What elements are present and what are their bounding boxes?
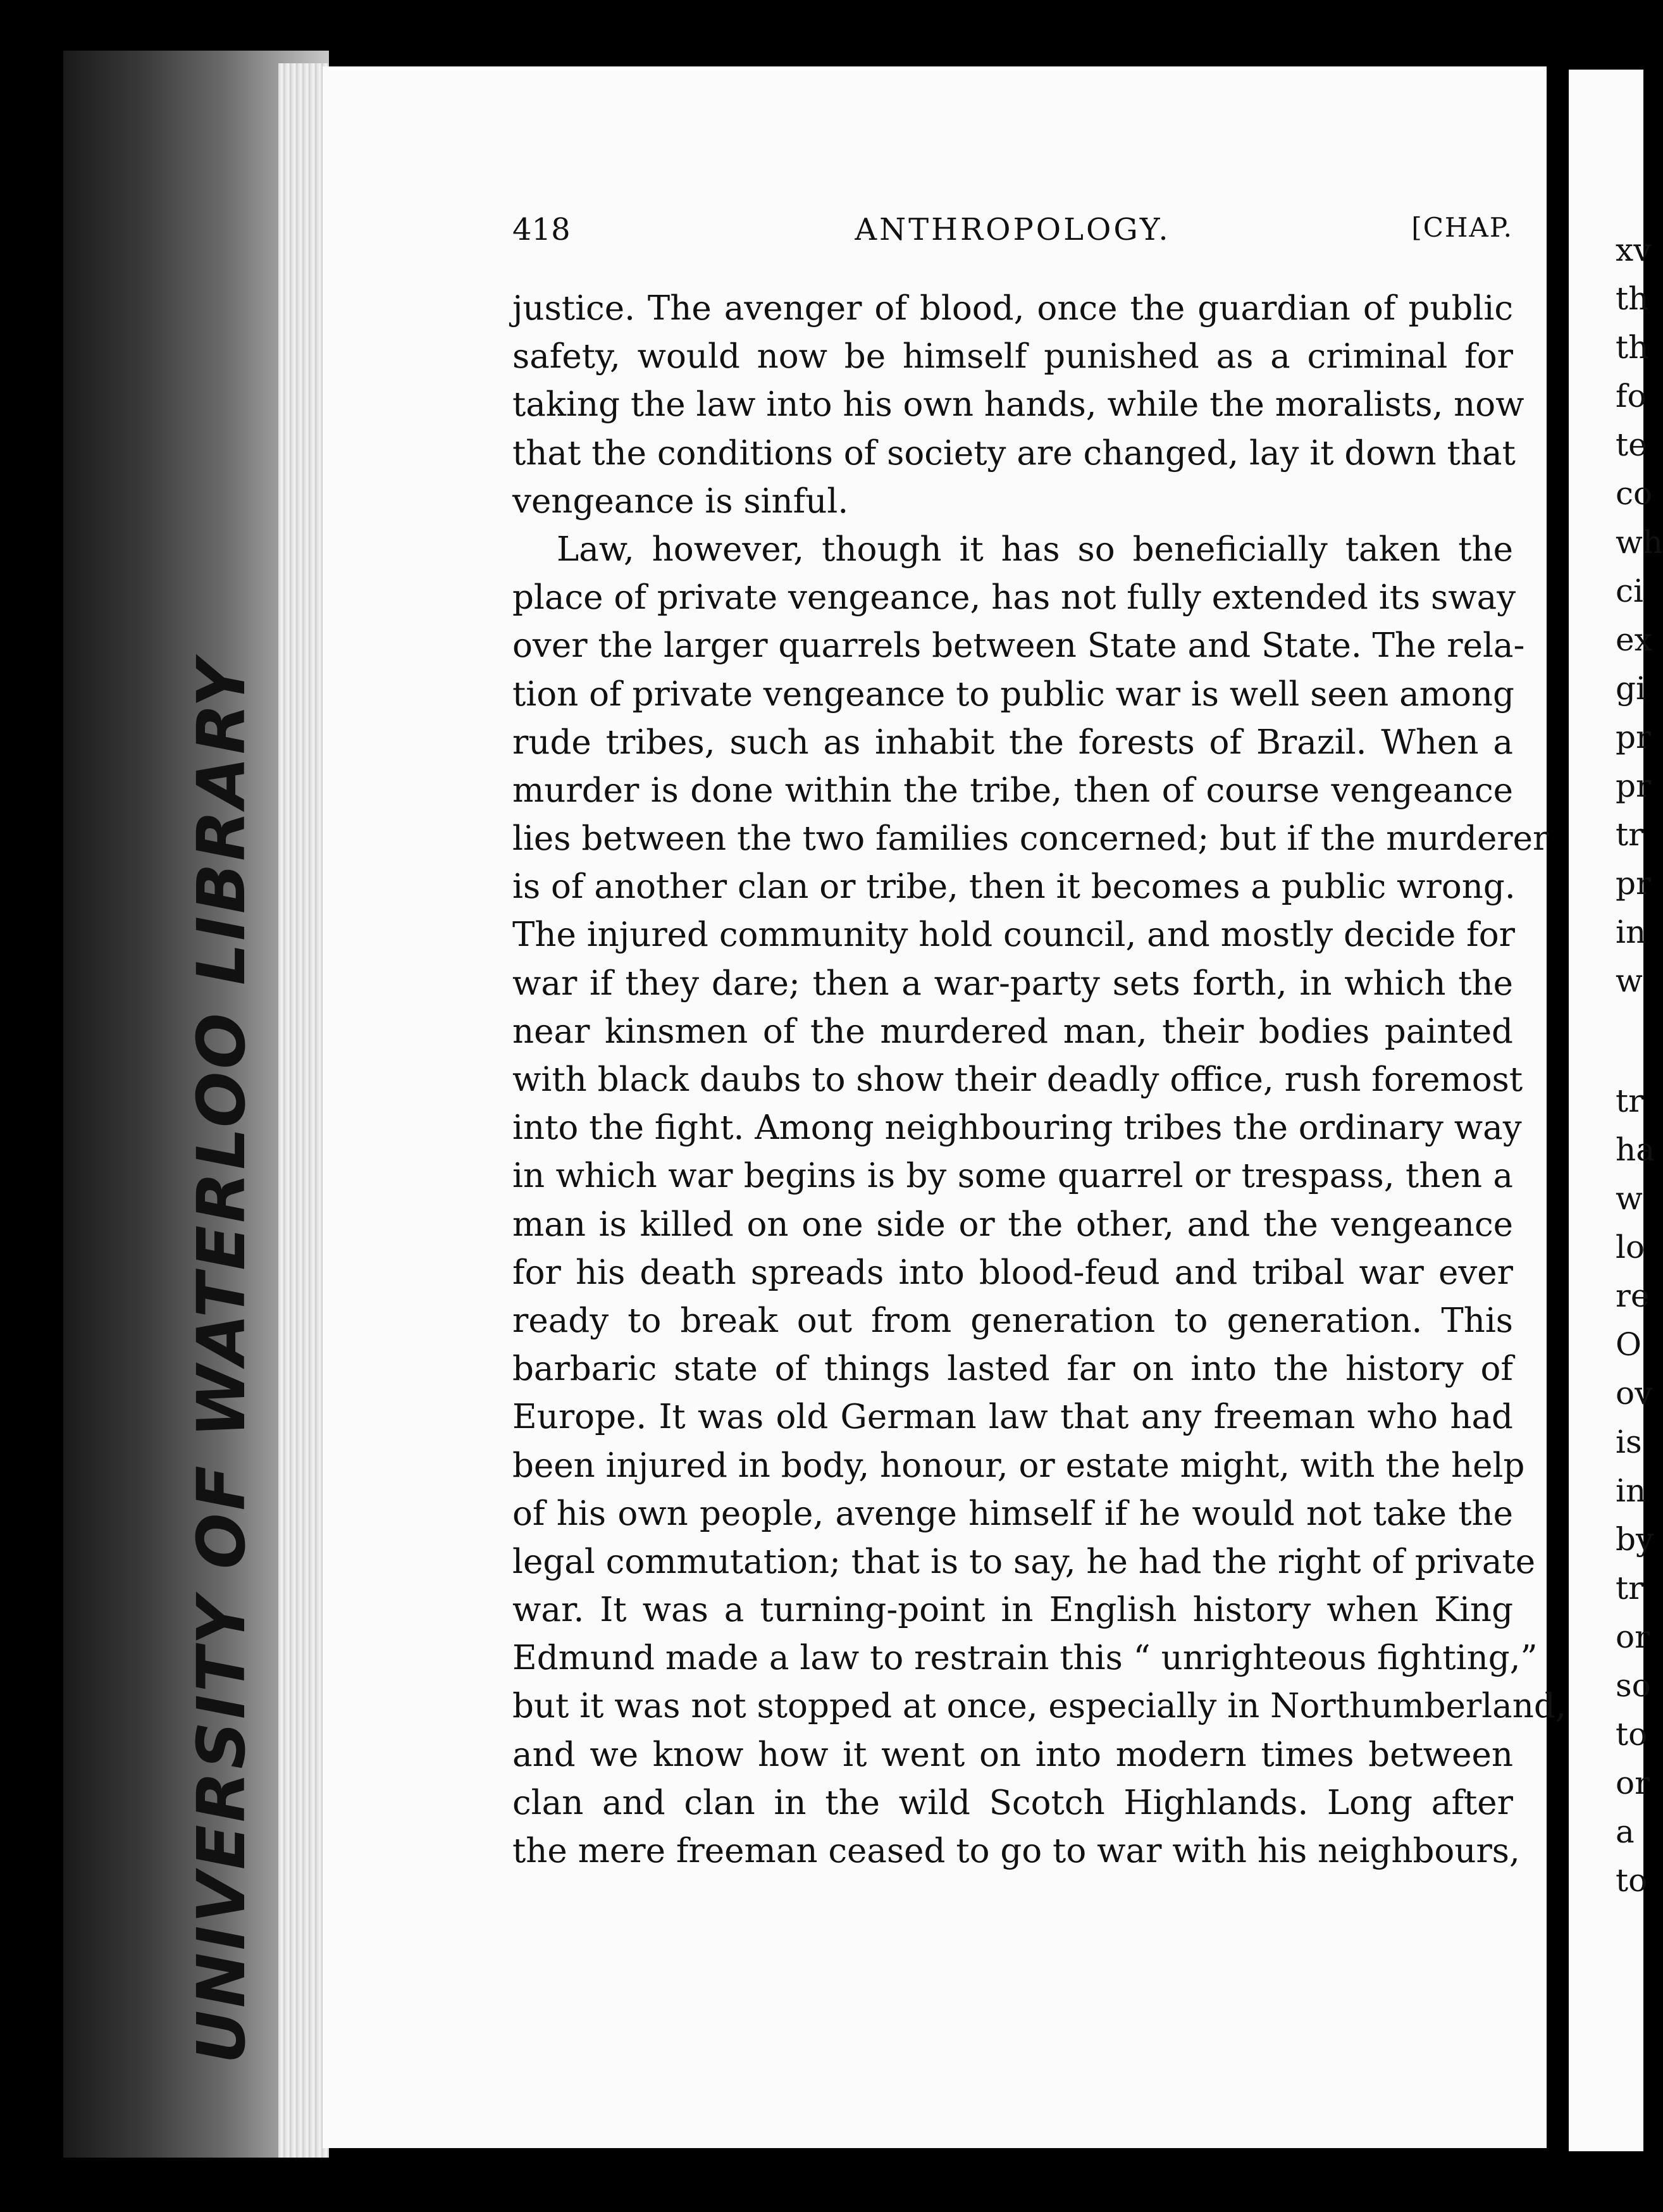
facing-page-fragment: O xyxy=(1616,1326,1641,1363)
facing-page-fragment: tr xyxy=(1616,1570,1643,1606)
text-line: and we know how it went on into modern times between xyxy=(512,1735,1513,1774)
text-line: The injured community hold council, and mostly decide for xyxy=(512,916,1515,955)
facing-page-fragment: to xyxy=(1616,1716,1648,1753)
facing-page-fragment: th xyxy=(1616,329,1649,366)
text-line: rude tribes, such as inhabit the forests of Brazil. When a xyxy=(512,723,1513,762)
spine-library-stamp: UNIVERSITY OF WATERLOO LIBRARY xyxy=(183,657,260,2064)
facing-page-fragment: is xyxy=(1616,1424,1642,1460)
text-line: Law, however, though it has so beneficially taken the xyxy=(557,530,1513,569)
facing-page-fragment: in xyxy=(1616,914,1647,950)
text-line: over the larger quarrels between State and State. The rela- xyxy=(512,626,1525,666)
facing-page-fragment: tr xyxy=(1616,816,1643,853)
facing-page-fragment: w xyxy=(1616,1180,1643,1217)
facing-page-fragment: th xyxy=(1616,280,1649,317)
text-line: is of another clan or tribe, then it becomes a public wrong. xyxy=(512,867,1516,907)
facing-page-fragment: w xyxy=(1616,962,1643,999)
facing-page-fragment: or xyxy=(1616,1765,1650,1801)
facing-page-fragment: ex xyxy=(1616,621,1652,658)
running-head xyxy=(512,212,1513,260)
text-line: place of private vengeance, has not fully extended its sway xyxy=(512,578,1516,618)
facing-page-fragment: xv xyxy=(1616,232,1652,268)
facing-page-fragment: or xyxy=(1616,1619,1650,1655)
text-line: of his own people, avenge himself if he would not take the xyxy=(512,1494,1513,1533)
chapter-mark: [CHAP. xyxy=(1411,212,1513,243)
facing-page-fragment: tr xyxy=(1616,1083,1643,1119)
text-line: man is killed on one side or the other, and the vengeance xyxy=(512,1205,1513,1244)
text-line: barbaric state of things lasted far on into the history of xyxy=(512,1350,1513,1389)
facing-page-fragment: ov xyxy=(1616,1375,1653,1412)
body-text xyxy=(512,285,1566,1875)
text-line: lies between the two families concerned; but if the murderer xyxy=(512,819,1549,859)
text-line: into the fight. Among neighbouring tribes the ordinary way xyxy=(512,1109,1522,1148)
facing-page-fragment: a xyxy=(1616,1813,1635,1850)
text-line: Edmund made a law to restrain this “ unrighteous fighting,” xyxy=(512,1639,1538,1678)
page-edges xyxy=(278,63,329,2158)
facing-page-fragment: re xyxy=(1616,1277,1650,1314)
facing-page-fragment: fo xyxy=(1616,378,1647,414)
facing-page-fragment: co xyxy=(1616,475,1653,512)
facing-page-fragment: by xyxy=(1616,1521,1654,1558)
text-line: taking the law into his own hands, while the moralists, now xyxy=(512,385,1524,425)
text-line: vengeance is sinful. xyxy=(512,482,849,521)
running-title: ANTHROPOLOGY. xyxy=(855,212,1171,247)
text-line: near kinsmen of the murdered man, their bodies painted xyxy=(512,1012,1513,1051)
text-line: safety, would now be himself punished as a criminal for xyxy=(512,337,1513,376)
facing-page-fragment: in xyxy=(1616,1472,1647,1509)
text-line: war. It was a turning-point in English history when King xyxy=(512,1591,1513,1630)
facing-page-fragment: ci xyxy=(1616,573,1643,609)
text-line: legal commutation; that is to say, he had the right of private xyxy=(512,1542,1536,1581)
facing-page-fragment: gi xyxy=(1616,670,1646,707)
facing-page-fragment: so xyxy=(1616,1667,1651,1704)
text-line: been injured in body, honour, or estate might, with the help xyxy=(512,1446,1525,1485)
text-line: war if they dare; then a war-party sets forth, in which the xyxy=(512,964,1513,1003)
text-line: Europe. It was old German law that any freeman who had xyxy=(512,1398,1513,1437)
page-number: 418 xyxy=(512,212,571,247)
text-line: murder is done within the tribe, then of course vengeance xyxy=(512,771,1513,810)
text-line: for his death spreads into blood-feud and tribal war ever xyxy=(512,1253,1513,1292)
facing-page-fragment: ha xyxy=(1616,1131,1655,1168)
text-line: the mere freeman ceased to go to war with his neighbours, xyxy=(512,1832,1520,1870)
right-page-edge xyxy=(1569,70,1663,2151)
facing-page-fragment: pr xyxy=(1616,865,1651,902)
text-line: that the conditions of society are changed, lay it down that xyxy=(512,433,1516,473)
facing-page-fragment: wh xyxy=(1616,524,1663,561)
text-line: clan and clan in the wild Scotch Highlands. Long after xyxy=(512,1783,1513,1822)
text-line: with black daubs to show their deadly office, rush foremost xyxy=(512,1060,1523,1099)
facing-page-fragment: pr xyxy=(1616,767,1651,804)
text-line: but it was not stopped at once, especially in Northumberland, xyxy=(512,1687,1566,1726)
facing-page-fragment: te xyxy=(1616,426,1647,463)
facing-page-fragment: to xyxy=(1616,1862,1648,1899)
text-line: ready to break out from generation to generation. This xyxy=(512,1301,1513,1340)
facing-page-fragment: lo xyxy=(1616,1229,1645,1265)
text-line: tion of private vengeance to public war is well seen among xyxy=(512,674,1514,714)
facing-page-fragment: pr xyxy=(1616,719,1651,755)
text-line: justice. The avenger of blood, once the guardian of public xyxy=(512,289,1513,328)
text-line: in which war begins is by some quarrel or trespass, then a xyxy=(512,1157,1513,1196)
